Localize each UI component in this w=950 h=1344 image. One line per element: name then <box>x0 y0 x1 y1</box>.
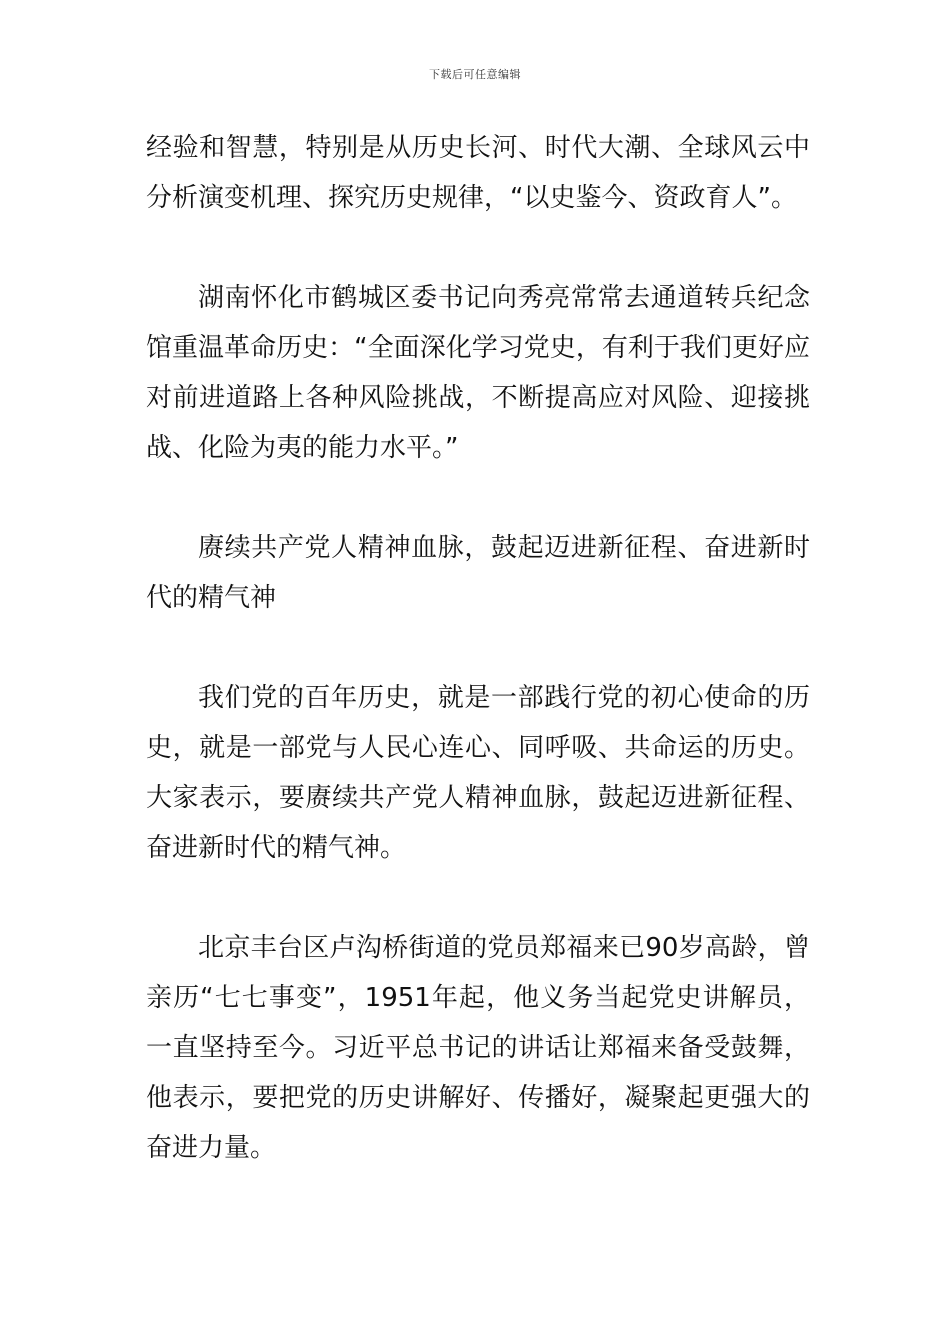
section-heading: 赓续共产党人精神血脉，鼓起迈进新征程、奋进新时代的精气神 <box>146 533 810 613</box>
document-body <box>146 123 810 1223</box>
header-note: 下载后可任意编辑 <box>429 68 521 81</box>
paragraph-party-history: 我们党的百年历史，就是一部践行党的初心使命的历史，就是一部党与人民心连心、同呼吸、共命运的历史。大家表示，要赓续共产党人精神血脉，鼓起迈进新征程、奋进新时代的精气神。 <box>146 683 810 863</box>
paragraph-beijing-fengtai: 北京丰台区卢沟桥街道的党员郑福来已90岁高龄，曾亲历“七七事变”，1951年起，他义务当起党史讲解员，一直坚持至今。习近平总书记的讲话让郑福来备受鼓舞，他表示，要把党的历史讲解好、传播好，凝聚起更强大的奋进力量。 <box>146 933 810 1163</box>
paragraph-hunan-quote: 湖南怀化市鹤城区委书记向秀亮常常去通道转兵纪念馆重温革命历史：“全面深化学习党史，有利于我们更好应对前进道路上各种风险挑战，不断提高应对风险、迎接挑战、化险为夷的能力水平。” <box>146 283 810 463</box>
paragraph-continued: 经验和智慧，特别是从历史长河、时代大潮、全球风云中分析演变机理、探究历史规律，“以史鉴今、资政育人”。 <box>146 133 810 213</box>
